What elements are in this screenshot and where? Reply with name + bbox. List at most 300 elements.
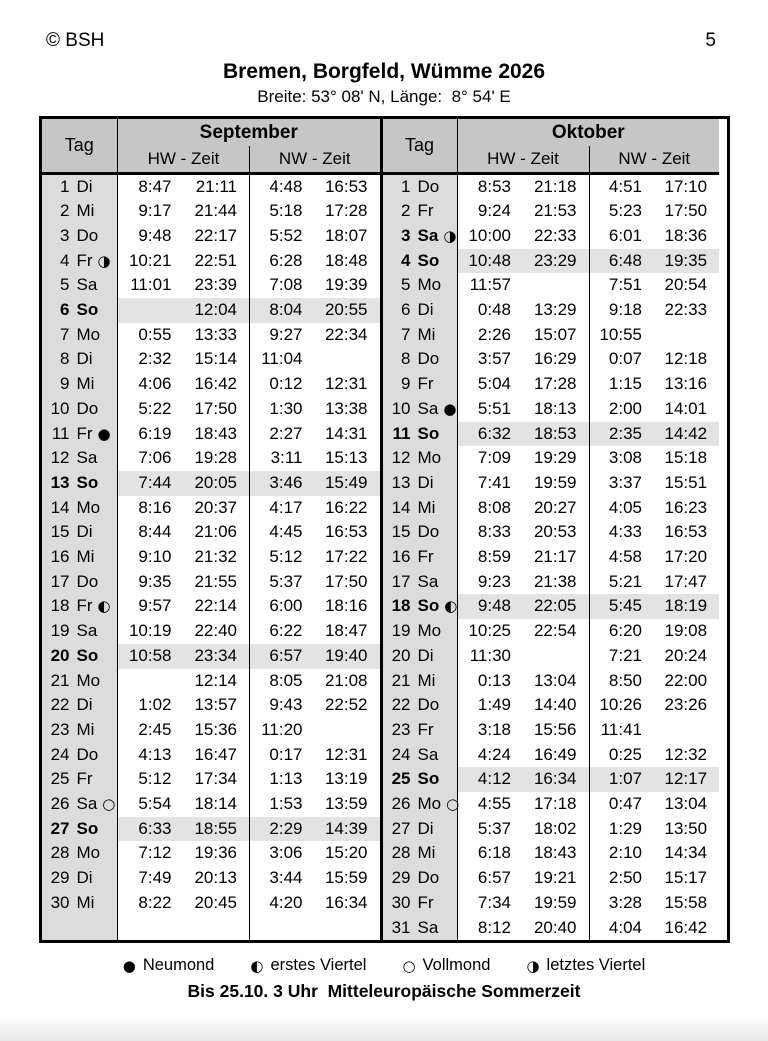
weekday-label: Mo bbox=[417, 448, 442, 468]
nw-time-1: 4:17 bbox=[250, 496, 315, 521]
nw-time-2: 15:20 bbox=[324, 843, 368, 863]
tide-row bbox=[381, 323, 719, 348]
tide-row bbox=[381, 496, 719, 521]
day-number: 26 bbox=[50, 794, 70, 814]
day-cell bbox=[381, 841, 457, 866]
weekday-label: Do bbox=[417, 695, 440, 715]
hw-time-2: 13:57 bbox=[194, 695, 237, 715]
weekday-label: Mi bbox=[417, 843, 436, 863]
weekday-label: Do bbox=[417, 176, 440, 196]
tide-row bbox=[42, 372, 380, 397]
nw-time-2 bbox=[315, 916, 380, 941]
hw-time-2 bbox=[523, 644, 589, 669]
legend-label: erstes Viertel bbox=[270, 956, 367, 975]
weekday-label: Sa bbox=[417, 398, 439, 418]
hw-time-2: 14:40 bbox=[533, 695, 577, 715]
nw-time-1: 3:44 bbox=[250, 866, 315, 891]
hw-time-2: 13:04 bbox=[533, 670, 577, 690]
nw-time-2: 17:10 bbox=[664, 176, 708, 196]
hw-time-2: 23:29 bbox=[523, 249, 589, 274]
day-number: 5 bbox=[401, 275, 411, 295]
hw-time-1: 9:35 bbox=[138, 571, 172, 591]
nw-time-1: 3:28 bbox=[589, 891, 654, 916]
hw-time-2: 20:05 bbox=[184, 471, 250, 496]
tide-row bbox=[42, 347, 380, 372]
hw-time-2: 20:53 bbox=[533, 522, 577, 542]
nw-time-2: 16:53 bbox=[324, 176, 368, 196]
weekday-label: Fr bbox=[76, 769, 93, 789]
nw-time-1: 1:29 bbox=[589, 817, 654, 842]
day-cell bbox=[381, 347, 457, 372]
hw-time-2: 16:42 bbox=[194, 374, 237, 394]
nw-time-2: 16:42 bbox=[664, 917, 708, 937]
hw-time-2: 19:21 bbox=[533, 868, 577, 888]
hw-time-1: 2:32 bbox=[138, 349, 172, 369]
nw-time-1: 6:01 bbox=[589, 224, 654, 249]
hw-time-2: 22:05 bbox=[523, 594, 589, 619]
nw-time-2: 17:22 bbox=[324, 547, 368, 567]
hw-time-2: 16:49 bbox=[533, 744, 577, 764]
hw-time-1: 6:33 bbox=[118, 817, 184, 842]
day-number: 8 bbox=[401, 349, 411, 369]
tide-row bbox=[42, 323, 380, 348]
day-number: 21 bbox=[50, 670, 70, 690]
nw-time-2: 22:00 bbox=[664, 670, 708, 690]
nw-time-2 bbox=[654, 323, 719, 348]
tide-row bbox=[381, 841, 719, 866]
tide-table bbox=[39, 116, 730, 943]
day-cell bbox=[42, 323, 118, 348]
day-cell bbox=[42, 446, 118, 471]
legend-label: Vollmond bbox=[422, 956, 491, 975]
day-number: 16 bbox=[391, 547, 411, 567]
weekday-label: Di bbox=[417, 300, 434, 320]
weekday-label: Mi bbox=[76, 719, 95, 739]
weekday-label: Do bbox=[76, 571, 99, 591]
day-number: 29 bbox=[391, 868, 411, 888]
hw-time-2: 19:59 bbox=[533, 892, 577, 912]
hw-time-1: 8:44 bbox=[138, 522, 172, 542]
day-cell bbox=[42, 866, 118, 891]
day-cell bbox=[381, 916, 457, 941]
nw-time-1: 10:55 bbox=[589, 323, 654, 348]
nw-time-1: 8:04 bbox=[250, 298, 315, 323]
nw-time-1: 4:04 bbox=[589, 916, 654, 941]
weekday-label: Do bbox=[76, 744, 99, 764]
tide-row bbox=[381, 199, 719, 224]
coordinates-subtitle: Breite: 53° 08' N, Länge: 8° 54' E bbox=[257, 87, 511, 106]
nw-time-1: 4:45 bbox=[250, 520, 315, 545]
nw-time-2: 13:19 bbox=[324, 769, 368, 789]
weekday-label: Fr bbox=[417, 201, 434, 221]
tide-row bbox=[381, 545, 719, 570]
day-number: 29 bbox=[50, 868, 70, 888]
nw-time-1: 11:04 bbox=[250, 347, 315, 372]
day-cell bbox=[42, 570, 118, 595]
weekday-label: Mo bbox=[76, 324, 101, 344]
tide-row bbox=[42, 273, 380, 298]
hw-time-1: 4:06 bbox=[138, 374, 172, 394]
weekday-label: So bbox=[417, 423, 440, 443]
weekday-label: Fr bbox=[417, 374, 434, 394]
hw-time-2: 17:28 bbox=[533, 374, 577, 394]
tide-row bbox=[42, 224, 380, 249]
day-number: 11 bbox=[51, 423, 70, 443]
page-edge-shadow bbox=[0, 1015, 768, 1041]
nw-time-1: 4:48 bbox=[250, 173, 315, 199]
tide-row bbox=[42, 446, 380, 471]
hw-time-1: 6:18 bbox=[477, 843, 512, 863]
tide-row bbox=[42, 249, 380, 274]
day-number: 24 bbox=[391, 744, 411, 764]
hw-time-2: 20:27 bbox=[533, 497, 577, 517]
nw-time-2: 13:04 bbox=[664, 794, 708, 814]
day-cell bbox=[381, 446, 457, 471]
nw-time-1: 7:51 bbox=[589, 273, 654, 298]
weekday-label: Do bbox=[76, 225, 99, 245]
nw-time-2: 16:23 bbox=[664, 497, 708, 517]
day-number: 19 bbox=[391, 621, 411, 641]
day-number: 22 bbox=[50, 695, 70, 715]
weekday-label: Mi bbox=[76, 547, 95, 567]
nw-time-2: 14:01 bbox=[664, 398, 708, 418]
hw-time-1: 4:13 bbox=[138, 744, 172, 764]
hw-time-2: 13:33 bbox=[194, 324, 237, 344]
day-number: 1 bbox=[60, 176, 70, 196]
day-number: 1 bbox=[401, 176, 411, 196]
weekday-label: Mo bbox=[76, 670, 101, 690]
nw-time-2: 15:18 bbox=[664, 448, 708, 468]
legend-item-letztes-viertel bbox=[526, 956, 645, 975]
hw-time-2: 18:02 bbox=[533, 818, 577, 838]
hw-time-1: 10:48 bbox=[457, 249, 523, 274]
day-cell bbox=[42, 718, 118, 743]
tide-row bbox=[381, 669, 719, 694]
nw-time-2: 12:18 bbox=[664, 349, 708, 369]
nw-time-1: 0:12 bbox=[250, 372, 315, 397]
day-cell bbox=[381, 718, 457, 743]
day-cell bbox=[381, 767, 457, 792]
weekday-label: Sa bbox=[417, 744, 439, 764]
day-number: 25 bbox=[391, 769, 411, 789]
nw-time-2: 15:59 bbox=[324, 868, 368, 888]
hw-time-1: 5:37 bbox=[477, 818, 512, 838]
tide-row bbox=[42, 594, 380, 619]
hw-time-2: 12:04 bbox=[184, 298, 250, 323]
nw-time-1: 5:45 bbox=[589, 594, 654, 619]
day-number: 7 bbox=[60, 324, 70, 344]
nw-time-2: 20:55 bbox=[315, 298, 380, 323]
page-header bbox=[0, 0, 768, 52]
day-number: 10 bbox=[391, 398, 411, 418]
nw-time-1: 1:07 bbox=[589, 767, 654, 792]
day-number: 13 bbox=[391, 472, 411, 492]
weekday-label: Di bbox=[76, 695, 93, 715]
nw-time-1: 0:07 bbox=[589, 347, 654, 372]
day-number: 28 bbox=[391, 843, 411, 863]
erstes-viertel-moon-icon: ◐ bbox=[444, 597, 458, 616]
day-number: 6 bbox=[60, 300, 70, 320]
nw-time-1: 5:21 bbox=[589, 570, 654, 595]
day-number: 4 bbox=[401, 250, 411, 270]
tide-row bbox=[381, 792, 719, 817]
nw-time-1: 11:20 bbox=[250, 718, 315, 743]
day-number: 12 bbox=[391, 448, 411, 468]
tide-row bbox=[381, 866, 719, 891]
weekday-label: Di bbox=[76, 349, 93, 369]
hw-time-2: 20:37 bbox=[194, 497, 237, 517]
tide-row bbox=[42, 397, 380, 422]
day-cell bbox=[381, 619, 457, 644]
day-cell bbox=[42, 249, 118, 274]
day-cell bbox=[42, 471, 118, 496]
day-cell bbox=[381, 520, 457, 545]
hw-time-1: 2:26 bbox=[477, 324, 512, 344]
oktober-rows bbox=[381, 173, 719, 940]
hw-time-1 bbox=[118, 298, 184, 323]
nw-time-2: 19:08 bbox=[664, 621, 708, 641]
day-cell bbox=[42, 644, 118, 669]
day-column-header: Tag bbox=[42, 119, 118, 173]
tide-row bbox=[42, 570, 380, 595]
hw-time-2: 21:38 bbox=[533, 571, 577, 591]
weekday-label: Mo bbox=[76, 497, 101, 517]
weekday-label: So bbox=[76, 818, 99, 838]
nw-time-1: 3:08 bbox=[589, 446, 654, 471]
hw-time-2: 16:47 bbox=[194, 744, 237, 764]
day-cell bbox=[42, 224, 118, 249]
tide-row bbox=[381, 644, 719, 669]
nw-time-1: 5:23 bbox=[589, 199, 654, 224]
nw-time-2: 19:40 bbox=[315, 644, 380, 669]
weekday-label: So bbox=[417, 250, 440, 270]
hw-time-2 bbox=[184, 916, 250, 941]
hw-time-2: 21:32 bbox=[194, 547, 237, 567]
hw-time-1: 8:16 bbox=[138, 497, 172, 517]
tide-row bbox=[42, 496, 380, 521]
nw-time-2: 17:50 bbox=[664, 201, 708, 221]
nw-time-2: 13:38 bbox=[324, 398, 368, 418]
nw-time-2: 15:58 bbox=[664, 892, 708, 912]
nw-time-1: 4:33 bbox=[589, 520, 654, 545]
nw-time-1: 4:51 bbox=[589, 173, 654, 199]
day-cell bbox=[381, 644, 457, 669]
day-number: 11 bbox=[392, 423, 411, 443]
nw-time-1: 5:37 bbox=[250, 570, 315, 595]
day-number: 14 bbox=[50, 497, 70, 517]
legend-item-vollmond bbox=[402, 956, 490, 975]
hw-time-1: 8:08 bbox=[477, 497, 512, 517]
nw-time-2: 22:33 bbox=[664, 300, 708, 320]
day-number: 8 bbox=[60, 349, 70, 369]
tide-row bbox=[42, 866, 380, 891]
nw-time-2: 16:53 bbox=[664, 522, 708, 542]
hw-time-1: 6:19 bbox=[138, 423, 172, 443]
nw-time-2: 13:16 bbox=[664, 374, 708, 394]
day-cell bbox=[381, 249, 457, 274]
neumond-moon-icon: ● bbox=[97, 424, 111, 443]
day-number: 18 bbox=[391, 596, 411, 616]
nw-time-2: 18:07 bbox=[324, 225, 368, 245]
tide-row bbox=[381, 298, 719, 323]
nw-time-2: 17:20 bbox=[664, 547, 708, 567]
nw-time-2: 12:17 bbox=[654, 767, 719, 792]
hw-time-2: 15:56 bbox=[533, 719, 577, 739]
hw-time-2: 20:13 bbox=[194, 868, 237, 888]
hw-time-2: 22:54 bbox=[533, 621, 577, 641]
day-cell bbox=[42, 173, 118, 199]
tide-row bbox=[381, 249, 719, 274]
tide-row bbox=[381, 594, 719, 619]
day-cell bbox=[42, 298, 118, 323]
hw-time-1: 4:12 bbox=[457, 767, 523, 792]
day-cell bbox=[381, 397, 457, 422]
day-cell bbox=[381, 817, 457, 842]
hw-time-2: 13:29 bbox=[533, 300, 577, 320]
nw-time-2: 17:47 bbox=[664, 571, 708, 591]
weekday-label: Mi bbox=[417, 497, 436, 517]
hw-time-2: 18:53 bbox=[523, 422, 589, 447]
hw-time-2: 18:14 bbox=[194, 794, 237, 814]
hw-time-2: 18:55 bbox=[184, 817, 250, 842]
tide-row bbox=[42, 891, 380, 916]
hw-time-2: 18:13 bbox=[533, 398, 577, 418]
weekday-label: Mi bbox=[76, 892, 95, 912]
nw-time-1: 4:20 bbox=[250, 891, 315, 916]
weekday-label: Sa bbox=[417, 917, 439, 937]
tide-row bbox=[381, 372, 719, 397]
day-cell bbox=[42, 496, 118, 521]
letztes-viertel-moon-icon: ◑ bbox=[443, 226, 457, 245]
nw-time-1: 6:48 bbox=[589, 249, 654, 274]
day-cell bbox=[381, 224, 457, 249]
day-cell bbox=[42, 422, 118, 447]
tide-row bbox=[381, 817, 719, 842]
weekday-label: Mi bbox=[417, 324, 436, 344]
nw-time-1: 8:05 bbox=[250, 669, 315, 694]
erstes-viertel-moon-icon: ◐ bbox=[97, 597, 111, 616]
copyright-label: © BSH bbox=[46, 30, 105, 51]
hw-time-1: 1:02 bbox=[138, 695, 172, 715]
tide-row bbox=[381, 397, 719, 422]
day-cell bbox=[42, 841, 118, 866]
weekday-label: So bbox=[76, 472, 99, 492]
day-number: 24 bbox=[50, 744, 70, 764]
hw-time-2: 23:34 bbox=[184, 644, 250, 669]
tide-row bbox=[42, 471, 380, 496]
nw-time-1: 1:53 bbox=[250, 792, 315, 817]
tide-row bbox=[381, 173, 719, 199]
nw-time-2: 12:32 bbox=[664, 744, 708, 764]
hw-time-2: 19:29 bbox=[533, 448, 577, 468]
letztes-viertel-moon-icon: ◑ bbox=[526, 956, 540, 975]
nw-time-1: 4:58 bbox=[589, 545, 654, 570]
hw-time-2: 21:17 bbox=[533, 547, 577, 567]
tide-row bbox=[42, 916, 380, 941]
vollmond-moon-icon: ○ bbox=[402, 956, 416, 975]
weekday-label: Di bbox=[76, 522, 93, 542]
hw-time-1: 9:48 bbox=[457, 594, 523, 619]
weekday-label: Fr bbox=[417, 719, 434, 739]
hw-time-2: 22:40 bbox=[194, 621, 237, 641]
day-number: 15 bbox=[391, 522, 411, 542]
weekday-label: Mo bbox=[76, 843, 101, 863]
tide-row bbox=[381, 422, 719, 447]
vollmond-moon-icon: ○ bbox=[102, 795, 116, 814]
nw-time-2: 18:47 bbox=[324, 621, 368, 641]
hw-time-1: 0:48 bbox=[477, 300, 512, 320]
nw-time-1: 9:18 bbox=[589, 298, 654, 323]
day-number: 20 bbox=[50, 645, 70, 665]
day-cell bbox=[42, 669, 118, 694]
tide-row bbox=[42, 199, 380, 224]
hw-time-1 bbox=[118, 669, 184, 694]
day-number: 22 bbox=[391, 695, 411, 715]
weekday-label: So bbox=[76, 300, 99, 320]
nw-time-2: 19:39 bbox=[324, 275, 368, 295]
weekday-label: Di bbox=[417, 645, 434, 665]
nw-time-2: 15:49 bbox=[315, 471, 380, 496]
nw-time-2: 12:31 bbox=[324, 744, 368, 764]
hw-time-2: 22:14 bbox=[194, 596, 237, 616]
day-cell bbox=[381, 891, 457, 916]
weekday-label: Sa bbox=[76, 448, 98, 468]
nw-time-2: 15:17 bbox=[664, 868, 708, 888]
letztes-viertel-moon-icon: ◑ bbox=[97, 251, 111, 270]
hw-time-1: 5:22 bbox=[138, 398, 172, 418]
hw-time-1: 7:06 bbox=[138, 448, 172, 468]
day-number: 13 bbox=[50, 472, 70, 492]
tide-row bbox=[381, 446, 719, 471]
neumond-moon-icon: ● bbox=[443, 399, 457, 418]
tide-row bbox=[381, 224, 719, 249]
nw-time-2: 14:42 bbox=[654, 422, 719, 447]
day-column-header: Tag bbox=[381, 119, 457, 173]
weekday-label: Fr bbox=[76, 596, 93, 616]
nw-time-1: 3:37 bbox=[589, 471, 654, 496]
day-cell bbox=[42, 545, 118, 570]
hw-time-1: 7:49 bbox=[138, 868, 172, 888]
nw-time-2: 16:53 bbox=[324, 522, 368, 542]
timezone-note: Bis 25.10. 3 Uhr Mitteleuropäische Sommerzeit bbox=[187, 981, 581, 1002]
nw-time-2 bbox=[315, 718, 380, 743]
nw-time-2: 20:54 bbox=[664, 275, 708, 295]
hw-time-2: 19:28 bbox=[194, 448, 237, 468]
nw-time-1: 4:05 bbox=[589, 496, 654, 521]
nw-time-1: 2:27 bbox=[250, 422, 315, 447]
weekday-label: Mi bbox=[76, 201, 95, 221]
day-cell bbox=[42, 767, 118, 792]
nw-time-2: 16:22 bbox=[324, 497, 368, 517]
hw-time-1: 7:34 bbox=[477, 892, 512, 912]
day-cell bbox=[42, 916, 118, 941]
nw-time-1: 0:25 bbox=[589, 743, 654, 768]
day-number: 16 bbox=[50, 547, 70, 567]
day-cell bbox=[42, 792, 118, 817]
nw-time-2: 13:59 bbox=[324, 794, 368, 814]
day-cell bbox=[42, 891, 118, 916]
tide-row bbox=[381, 916, 719, 941]
nw-time-2: 18:36 bbox=[664, 225, 708, 245]
day-cell bbox=[42, 199, 118, 224]
nw-time-1: 1:15 bbox=[589, 372, 654, 397]
legend-label: Neumond bbox=[142, 956, 215, 975]
nw-time-1: 2:35 bbox=[589, 422, 654, 447]
day-number: 28 bbox=[50, 843, 70, 863]
weekday-label: So bbox=[417, 769, 440, 789]
moon-phase-legend bbox=[0, 956, 768, 975]
page-title: Bremen, Borgfeld, Wümme 2026 bbox=[222, 60, 546, 83]
